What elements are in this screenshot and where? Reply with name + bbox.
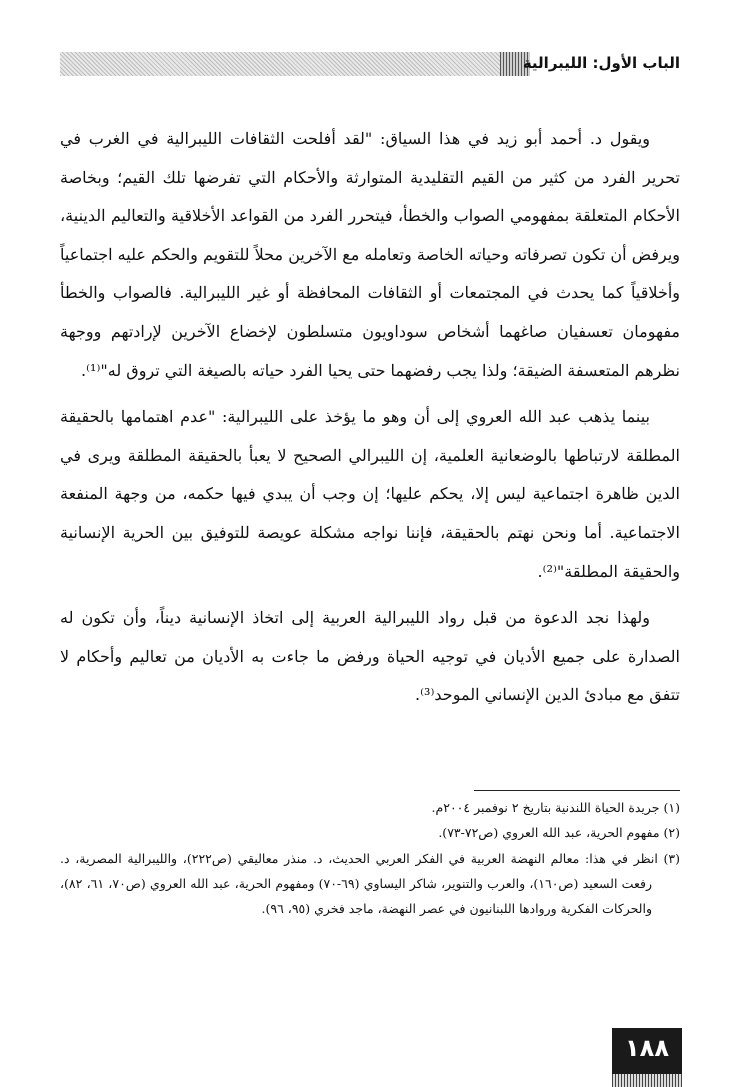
footnote: (٢) مفهوم الحرية، عبد الله العروي (ص٧٢-٧٣). <box>438 825 680 841</box>
chapter-title: الباب الأول: الليبرالية <box>522 54 680 72</box>
body-text <box>60 120 680 723</box>
footnotes <box>60 795 680 921</box>
page-number: ١٨٨ <box>612 1028 682 1074</box>
header-pattern-band <box>60 52 500 76</box>
running-header <box>60 46 680 78</box>
page-number-bars <box>612 1074 682 1087</box>
paragraph: ويقول د. أحمد أبو زيد في هذا السياق: "لقد أفلحت الثقافات الليبرالية في الغرب في تحرير الفرد من كثير من القيم التقليدية المتوارثة والأحكام التي تفرضها تلك القيم؛ وبخاصة الأحكام المتعلقة بمفهومي الصواب والخطأ، فيتحرر الفرد من القواعد الأخلاقية والتعاليم الدينية، ويرفض أن تكون تصرفاته وحياته الخاصة وتعامله مع الآخرين محلاً للتقويم والحكم عليه اجتماعياً وأخلاقياً كما يحدث في المجتمعات أو الثقافات المحافظة أو غير الليبرالية. فالصواب والخطأ مفهومان تعسفيان صاغهما أشخاص سوداويون متسلطون لإخضاع الآخرين لإرادتهم ووجهة نظرهم المتعسفة الضيقة؛ ولذا يجب رفضهما حتى يحيا الفرد حياته بالصيغة التي تروق له"⁽¹⁾. <box>60 129 680 380</box>
footnote: (٣) انظر في هذا: معالم النهضة العربية في الفكر العربي الحديث، د. منذر معاليقي (ص٢٢٢)، والليبرالية المصرية، د. رفعت السعيد (ص١٦٠)، والعرب والتنوير، شاكر اليساوي (٦٩-٧٠) ومفهوم الحرية، عبد الله العروي (ص٧٠، ٦١، ٨٢)، والحركات الفكرية وروادها اللبنانيون في عصر النهضة، ماجد فخري (٩٥، ٩٦). <box>60 850 681 917</box>
paragraph: ولهذا نجد الدعوة من قبل رواد الليبرالية العربية إلى اتخاذ الإنسانية ديناً، وأن تكون له الصدارة على جميع الأديان في توجيه الحياة ورفض ما جاءت به الأديان من تعاليم وأحكام لا تتفق مع مبادئ الدين الإنساني الموحد⁽³⁾. <box>60 608 680 705</box>
footnote: (١) جريدة الحياة اللندنية بتاريخ ٢ نوفمبر ٢٠٠٤م. <box>431 800 680 815</box>
paragraph: بينما يذهب عبد الله العروي إلى أن وهو ما يؤخذ على الليبرالية: "عدم اهتمامها بالحقيقة المطلقة لارتباطها بالوضعانية العلمية، إن الليبرالي الصحيح لا يعبأ بالحقيقة المطلقة ويرى في الدين ظاهرة اجتماعية ليس إلا، يحكم عليها؛ إن وجب أن يبدي فيها حكمه، من وجهة المنفعة الاجتماعية. أما ونحن نهتم بالحقيقة، فإننا نواجه مشكلة عويصة للتوفيق بين الحرية الإنسانية والحقيقة المطلقة"⁽²⁾. <box>60 407 680 581</box>
footnote-separator <box>474 790 680 791</box>
